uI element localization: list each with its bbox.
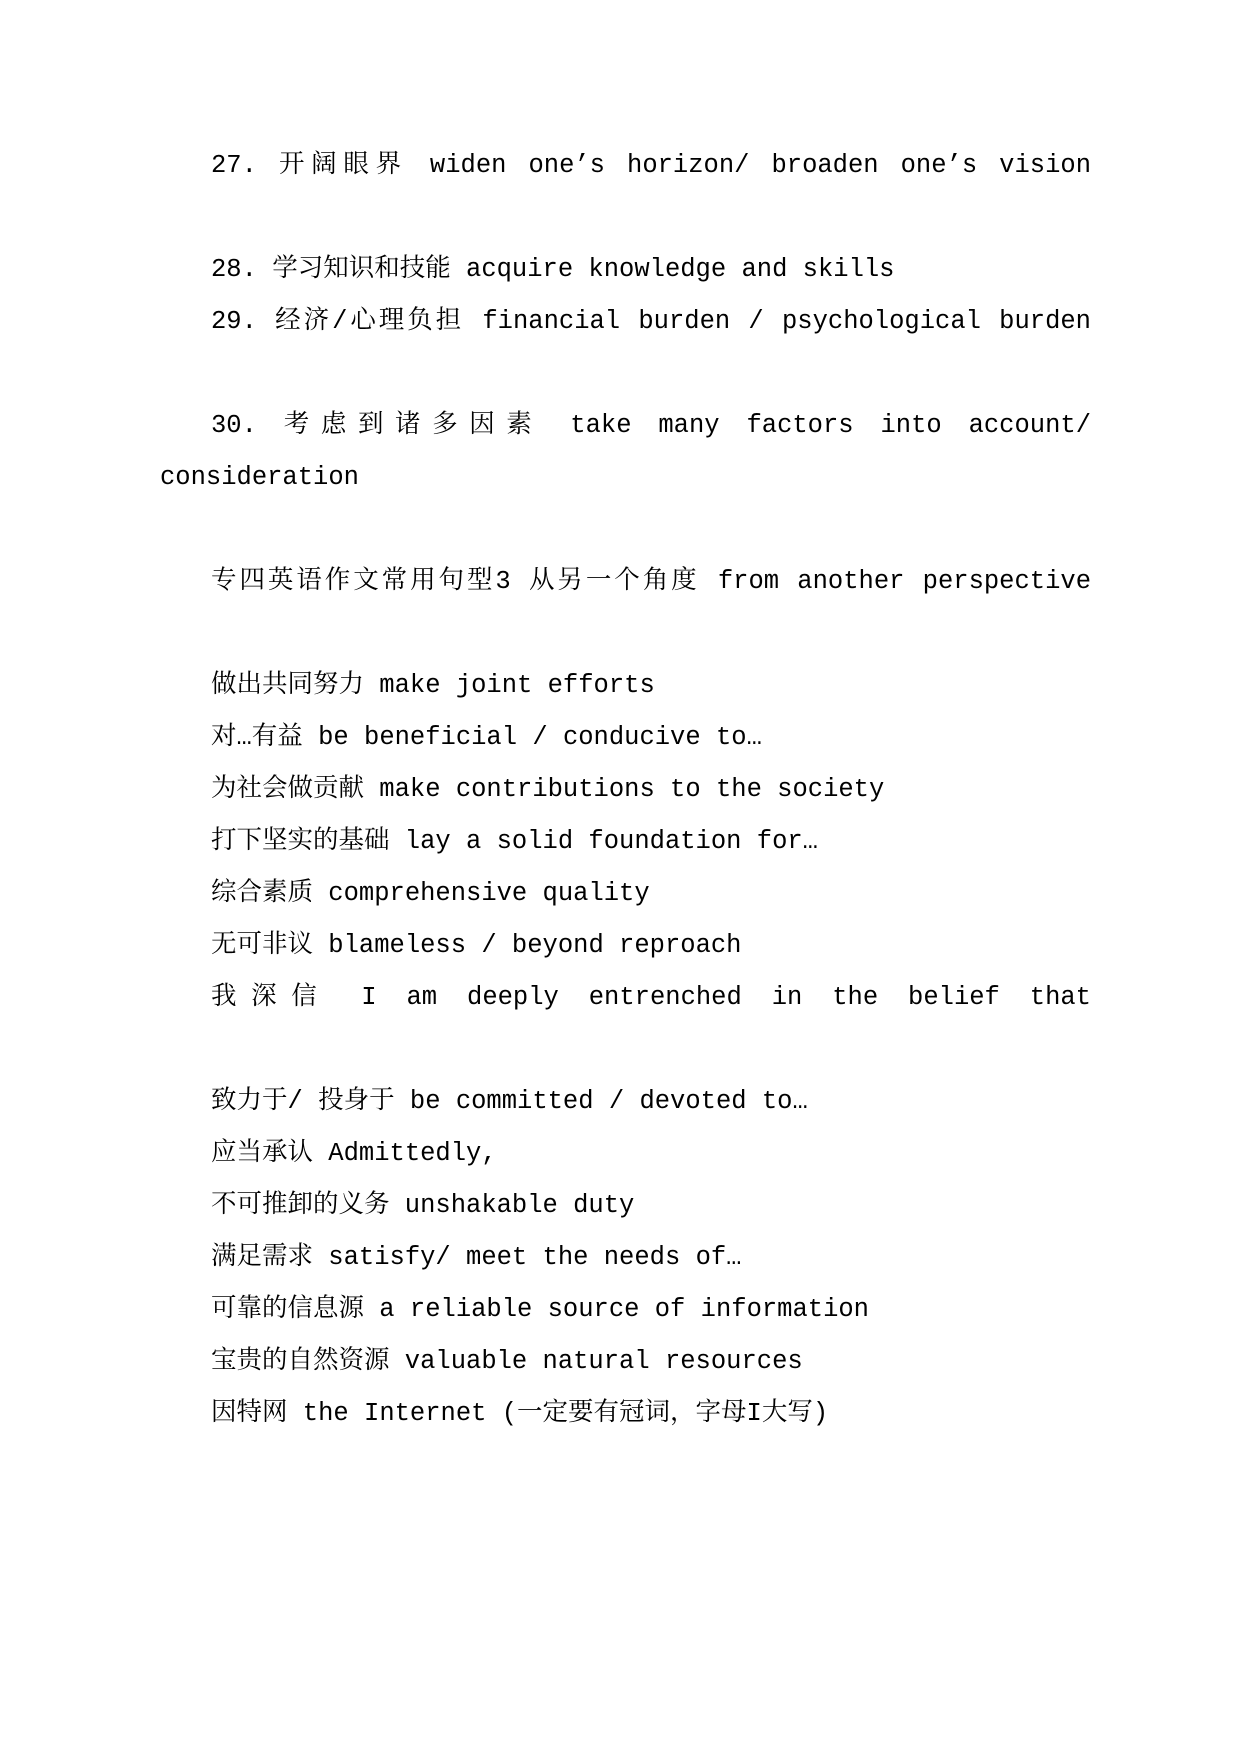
text-line: 30. 考虑到诸多因素 take many factors into account/ consideration: [160, 411, 1091, 492]
text-line: 可靠的信息源 a reliable source of information: [211, 1295, 869, 1324]
text-line: 宝贵的自然资源 valuable natural resources: [211, 1347, 803, 1376]
text-line: 无可非议 blameless / beyond reproach: [211, 931, 742, 960]
text-line: 综合素质 comprehensive quality: [211, 879, 650, 908]
text-line: 应当承认 Admittedly,: [211, 1139, 497, 1168]
text-line: 专四英语作文常用句型3 从另一个角度 from another perspective: [211, 567, 1091, 596]
text-line: 29. 经济/心理负担 financial burden / psychological burden: [211, 307, 1091, 336]
text-line: 致力于/ 投身于 be committed / devoted to…: [211, 1087, 808, 1116]
text-line: 做出共同努力 make joint efforts: [211, 671, 655, 700]
text-line: 27. 开阔眼界 widen one’s horizon/ broaden one’s vision: [211, 151, 1091, 180]
text-line: 满足需求 satisfy/ meet the needs of…: [211, 1243, 742, 1272]
text-line: 对…有益 be beneficial / conducive to…: [211, 723, 762, 752]
text-line: 我深信 I am deeply entrenched in the belief that: [211, 983, 1091, 1012]
text-line: 为社会做贡献 make contributions to the society: [211, 775, 885, 804]
text-line: 打下坚实的基础 lay a solid foundation for…: [211, 827, 818, 856]
text-line: 因特网 the Internet (一定要有冠词，字母I大写): [211, 1399, 829, 1428]
text-line: 不可推卸的义务 unshakable duty: [211, 1191, 635, 1220]
text-line: 28. 学习知识和技能 acquire knowledge and skills: [211, 255, 895, 284]
document-body: [160, 140, 1091, 1440]
